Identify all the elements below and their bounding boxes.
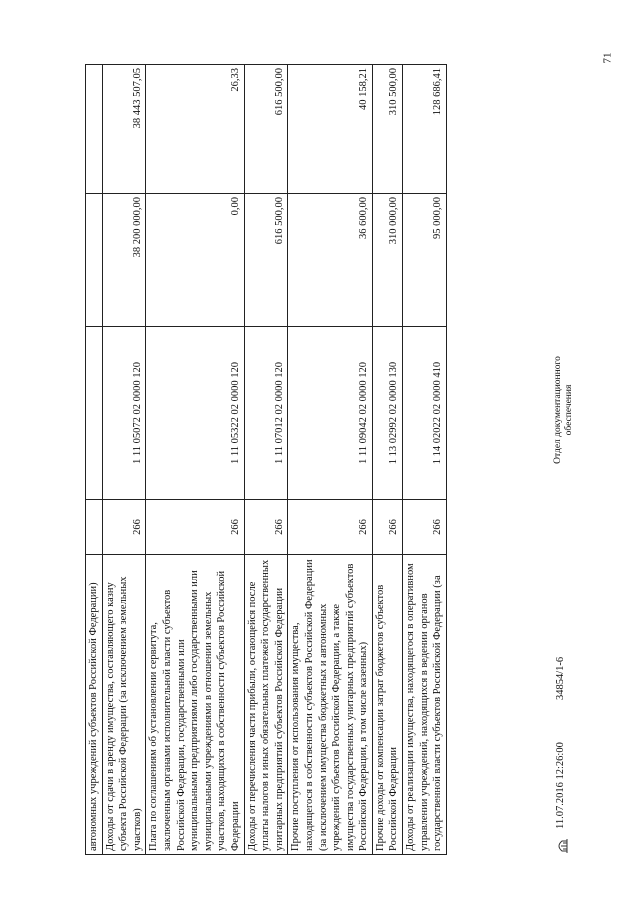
cell-name: Плата по соглашениям об установлении сервитута, заключенным органами исполнительной власти субъектов Российской Федерации, государственными или муниципальными предприятиями либо государственными или муниципальными учреждениями в отношении земельных участков, находящихся в собственности субъектов Российской Федерации <box>146 555 244 855</box>
page-number: 71 <box>601 52 614 64</box>
cell-actual-amount: 38 443 507,05 <box>102 65 146 194</box>
cell-actual-amount: 128 686,41 <box>403 65 447 194</box>
cell-actual-amount: 616 500,00 <box>244 65 288 194</box>
cell-name: Прочие доходы от компенсации затрат бюджетов субъектов Российской Федерации <box>372 555 402 855</box>
footer-department: Отдел документационного обеспечения <box>553 356 574 464</box>
cell-actual-amount <box>86 65 103 194</box>
table-row <box>146 65 244 855</box>
page-footer <box>553 65 593 855</box>
cell-admin-code: 266 <box>102 500 146 555</box>
cell-admin-code: 266 <box>288 500 373 555</box>
cell-budget-code: 1 11 09042 02 0000 120 <box>288 327 373 500</box>
cell-budget-code: 1 13 02992 02 0000 130 <box>372 327 402 500</box>
footer-date: 11.07.2016 12:26:00 <box>555 742 566 829</box>
cell-budget-code <box>86 327 103 500</box>
table-row <box>102 65 146 855</box>
emblem-icon <box>555 837 569 855</box>
table-row <box>288 65 373 855</box>
cell-admin-code: 266 <box>244 500 288 555</box>
cell-budget-code: 1 14 02022 02 0000 410 <box>403 327 447 500</box>
cell-planned-amount: 616 500,00 <box>244 194 288 327</box>
cell-planned-amount: 36 600,00 <box>288 194 373 327</box>
cell-actual-amount: 26,33 <box>146 65 244 194</box>
cell-name: Доходы от перечисления части прибыли, остающейся после уплаты налогов и иных обязательных платежей государственных унитарных предприятий субъектов Российской Федерации <box>244 555 288 855</box>
cell-planned-amount: 0,00 <box>146 194 244 327</box>
cell-planned-amount: 38 200 000,00 <box>102 194 146 327</box>
footer-reg-number: 34854/1-6 <box>555 656 566 700</box>
cell-budget-code: 1 11 05322 02 0000 120 <box>146 327 244 500</box>
cell-actual-amount: 40 158,21 <box>288 65 373 194</box>
rotated-page-content <box>85 65 574 855</box>
cell-name: Доходы от сдачи в аренду имущества, составляющего казну субъекта Российской Федерации (за исключением земельных участков) <box>102 555 146 855</box>
table-row <box>403 65 447 855</box>
table-row <box>244 65 288 855</box>
cell-name: Прочие поступления от использования имущества, находящегося в собственности субъектов Российской Федерации (за исключением имущества бюджетных и автономных учреждений субъектов Российской Федерации, а также имущества государственных унитарных предприятий субъектов Российской Федерации, в том числе казенных) <box>288 555 373 855</box>
table-row <box>86 65 103 855</box>
revenue-table <box>85 64 447 855</box>
cell-planned-amount: 95 000,00 <box>403 194 447 327</box>
cell-budget-code: 1 11 07012 02 0000 120 <box>244 327 288 500</box>
cell-budget-code: 1 11 05072 02 0000 120 <box>102 327 146 500</box>
cell-planned-amount <box>86 194 103 327</box>
cell-admin-code: 266 <box>146 500 244 555</box>
cell-name: автономных учреждений субъектов Российской Федерации) <box>86 555 103 855</box>
cell-actual-amount: 310 500,00 <box>372 65 402 194</box>
cell-admin-code <box>86 500 103 555</box>
cell-admin-code: 266 <box>403 500 447 555</box>
cell-name: Доходы от реализации имущества, находящегося в оперативном управлении учреждений, находящихся в ведении органов государственной власти субъектов Российской Федерации (за <box>403 555 447 855</box>
cell-admin-code: 266 <box>372 500 402 555</box>
cell-planned-amount: 310 000,00 <box>372 194 402 327</box>
table-row <box>372 65 402 855</box>
